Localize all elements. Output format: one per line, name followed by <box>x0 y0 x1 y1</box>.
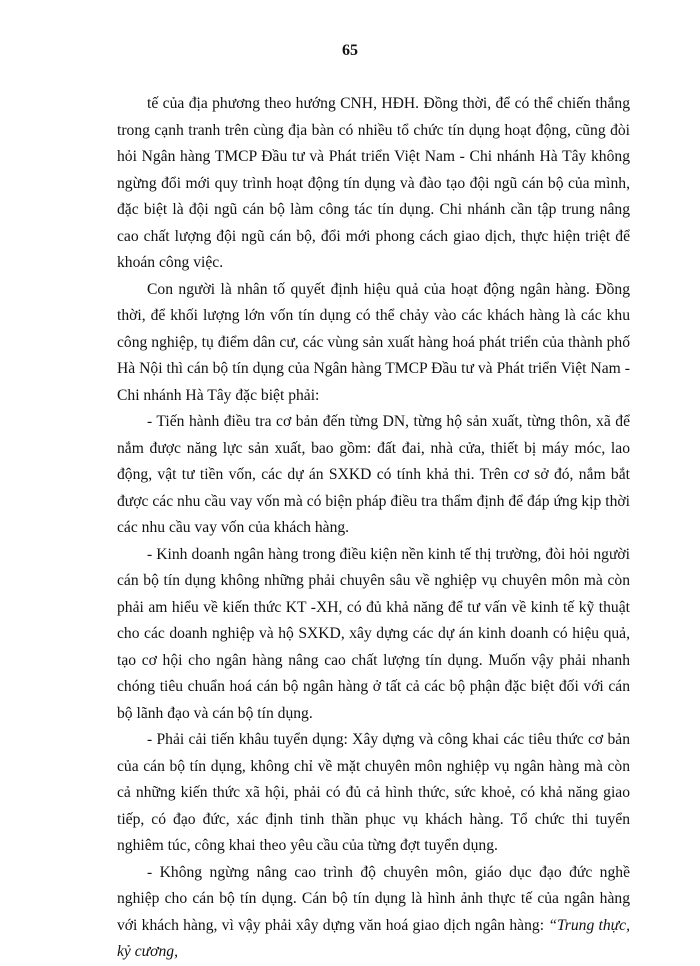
paragraph-2 <box>117 277 630 410</box>
paragraph-1-text: tế của địa phương theo hướng CNH, HĐH. Đồng thời, để có thể chiến thắng trong cạnh tranh trên cùng địa bàn có nhiều tổ chức tín dụng hoạt động, cũng đòi hỏi Ngân hàng TMCP Đầu tư và Phát triển Việt Nam - Chi nhánh Hà Tây không ngừng đổi mới quy trình hoạt động tín dụng và đào tạo đội ngũ cán bộ của mình, đặc biệt là đội ngũ cán bộ làm công tác tín dụng. Chi nhánh cần tập trung nâng cao chất lượng đội ngũ cán bộ, đổi mới phong cách giao dịch, thực hiện triệt để khoán công việc. <box>117 95 630 271</box>
paragraph-6-italic-quote: “Trung thực, kỷ cương, <box>117 916 630 960</box>
paragraph-6-text: - Không ngừng nâng cao trình độ chuyên môn, giáo dục đạo đức nghề nghiệp cho cán bộ tín dụng. Cán bộ tín dụng là hình ảnh thực tế của ngân hàng với khách hàng, vì vậy phải xây dựng văn hoá giao dịch ngân hàng: <box>117 863 630 934</box>
paragraph-1 <box>117 91 630 277</box>
paragraph-2-text: Con người là nhân tố quyết định hiệu quả của hoạt động ngân hàng. Đồng thời, để khối lượng lớn vốn tín dụng có thể chảy vào các khách hàng là các khu công nghiệp, tụ điểm dân cư, các vùng sản xuất hàng hoá phát triển của thành phố Hà Nội thì cán bộ tín dụng của Ngân hàng TMCP Đầu tư và Phát triển Việt Nam - Chi nhánh Hà Tây đặc biệt phải: <box>117 280 630 404</box>
paragraph-5 <box>117 727 630 860</box>
page-number: 65 <box>342 42 358 59</box>
document-body <box>117 91 630 966</box>
paragraph-6 <box>117 860 630 966</box>
paragraph-3-text: - Tiến hành điều tra cơ bản đến từng DN, từng hộ sản xuất, từng thôn, xã để nắm được năng lực sản xuất, bao gồm: đất đai, nhà cửa, thiết bị máy móc, lao động, vật tư tiền vốn, các dự án SXKD có tính khả thi. Trên cơ sở đó, nắm bắt được các nhu cầu vay vốn mà có biện pháp điều tra thẩm định để đáp ứng kịp thời các nhu cầu vay vốn của khách hàng. <box>117 413 630 536</box>
paragraph-4 <box>117 542 630 728</box>
paragraph-3 <box>117 409 630 542</box>
paragraph-4-text: - Kinh doanh ngân hàng trong điều kiện nền kinh tế thị trường, đòi hỏi người cán bộ tín dụng không những phải chuyên sâu về nghiệp vụ chuyên môn mà còn phải am hiểu về kiến thức KT -XH, có đủ khả năng để tư vấn về kinh tế kỹ thuật cho các doanh nghiệp và hộ SXKD, xây dựng các dự án kinh doanh có hiệu quả, tạo cơ hội cho ngân hàng nâng cao chất lượng tín dụng. Muốn vậy phải nhanh chóng tiêu chuẩn hoá cán bộ ngân hàng ở tất cả các bộ phận đặc biệt đối với cán bộ lãnh đạo và cán bộ tín dụng. <box>117 545 630 722</box>
paragraph-5-text: - Phải cải tiến khâu tuyển dụng: Xây dựng và công khai các tiêu thức cơ bản của cán bộ tín dụng, không chỉ về mặt chuyên môn nghiệp vụ ngân hàng mà còn cả những kiến thức xã hội, phải có đủ cả hình thức, sức khoẻ, có khả năng giao tiếp, có đạo đức, xác định tinh thần phục vụ khách hàng. Tổ chức thi tuyển nghiêm túc, công khai theo yêu cầu của từng đợt tuyển dụng. <box>117 731 630 854</box>
